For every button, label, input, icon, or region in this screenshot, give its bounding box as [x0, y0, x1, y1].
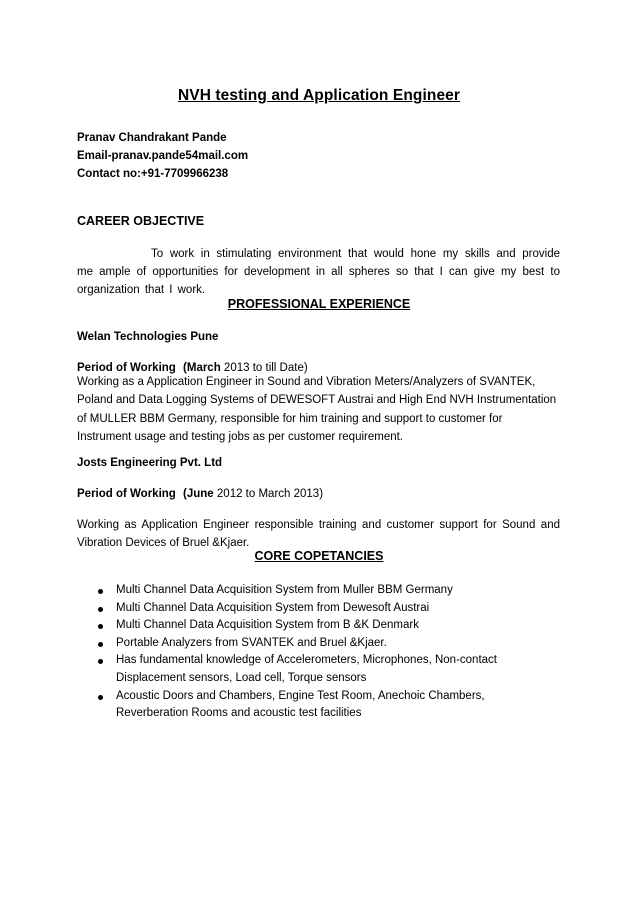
job-description-line: Instrument usage and testing jobs as per customer requirement.	[77, 431, 404, 444]
company-name: Welan Technologies Pune	[77, 331, 219, 343]
bullet-icon	[98, 624, 103, 629]
job-description	[77, 373, 567, 447]
period-range: 2013 to till Date)	[220, 362, 308, 374]
candidate-email: Email-pranav.pande54mail.com	[77, 150, 249, 162]
list-item: Multi Channel Data Acquisition System from Dewesoft Austrai	[95, 600, 555, 618]
period-label: Period of Working	[77, 488, 176, 500]
bullet-icon	[98, 589, 103, 594]
list-item: Multi Channel Data Acquisition System from B &K Denmark	[95, 617, 555, 635]
period-start-month: (March	[183, 362, 221, 374]
document-title: NVH testing and Application Engineer	[177, 87, 461, 104]
candidate-phone: Contact no:+91-7709966238	[77, 168, 229, 180]
period-label: Period of Working	[77, 362, 176, 374]
list-item: Has fundamental knowledge of Accelerometers, Microphones, Non-contact Displacement sensors, Load cell, Torque sensors	[95, 652, 555, 687]
job-description-line: of MULLER BBM Germany, responsible for him training and support to customer for	[77, 412, 503, 425]
period-range: 2012 to March 2013)	[213, 488, 324, 500]
list-item: Portable Analyzers from SVANTEK and Bruel &Kjaer.	[95, 635, 555, 653]
list-item: Acoustic Doors and Chambers, Engine Test Room, Anechoic Chambers, Reverberation Rooms and acoustic test facilities	[95, 688, 555, 723]
job-description-line: Working as a Application Engineer in Sound and Vibration Meters/Analyzers of SVANTEK,	[77, 376, 536, 388]
job-description-line: Poland and Data Logging Systems of DEWESOFT Austrai and High End NVH Instrumentation	[77, 394, 557, 407]
professional-experience-heading: PROFESSIONAL EXPERIENCE	[227, 297, 411, 311]
bullet-icon	[98, 695, 103, 700]
period-of-working	[77, 488, 323, 500]
list-item: Multi Channel Data Acquisition System from Muller BBM Germany	[95, 582, 555, 600]
company-name: Josts Engineering Pvt. Ltd	[77, 457, 223, 469]
competencies-list	[95, 582, 555, 723]
bullet-icon	[98, 607, 103, 612]
period-start-month: (June	[183, 488, 214, 500]
bullet-icon	[98, 642, 103, 647]
core-competencies-heading: CORE COPETANCIES	[254, 549, 384, 563]
career-objective-heading: CAREER OBJECTIVE	[77, 214, 205, 228]
candidate-name: Pranav Chandrakant Pande	[77, 132, 227, 144]
job-description: Working as Application Engineer responsible training and customer support for Sound and Vibration Devices of Bruel &Kjaer.	[77, 519, 560, 549]
career-objective-text: To work in stimulating environment that would hone my skills and provide me ample of opportunities for development in all spheres so that I can give my best to organization that I work.	[77, 248, 560, 296]
bullet-icon	[98, 659, 103, 664]
contact-block	[77, 129, 248, 183]
